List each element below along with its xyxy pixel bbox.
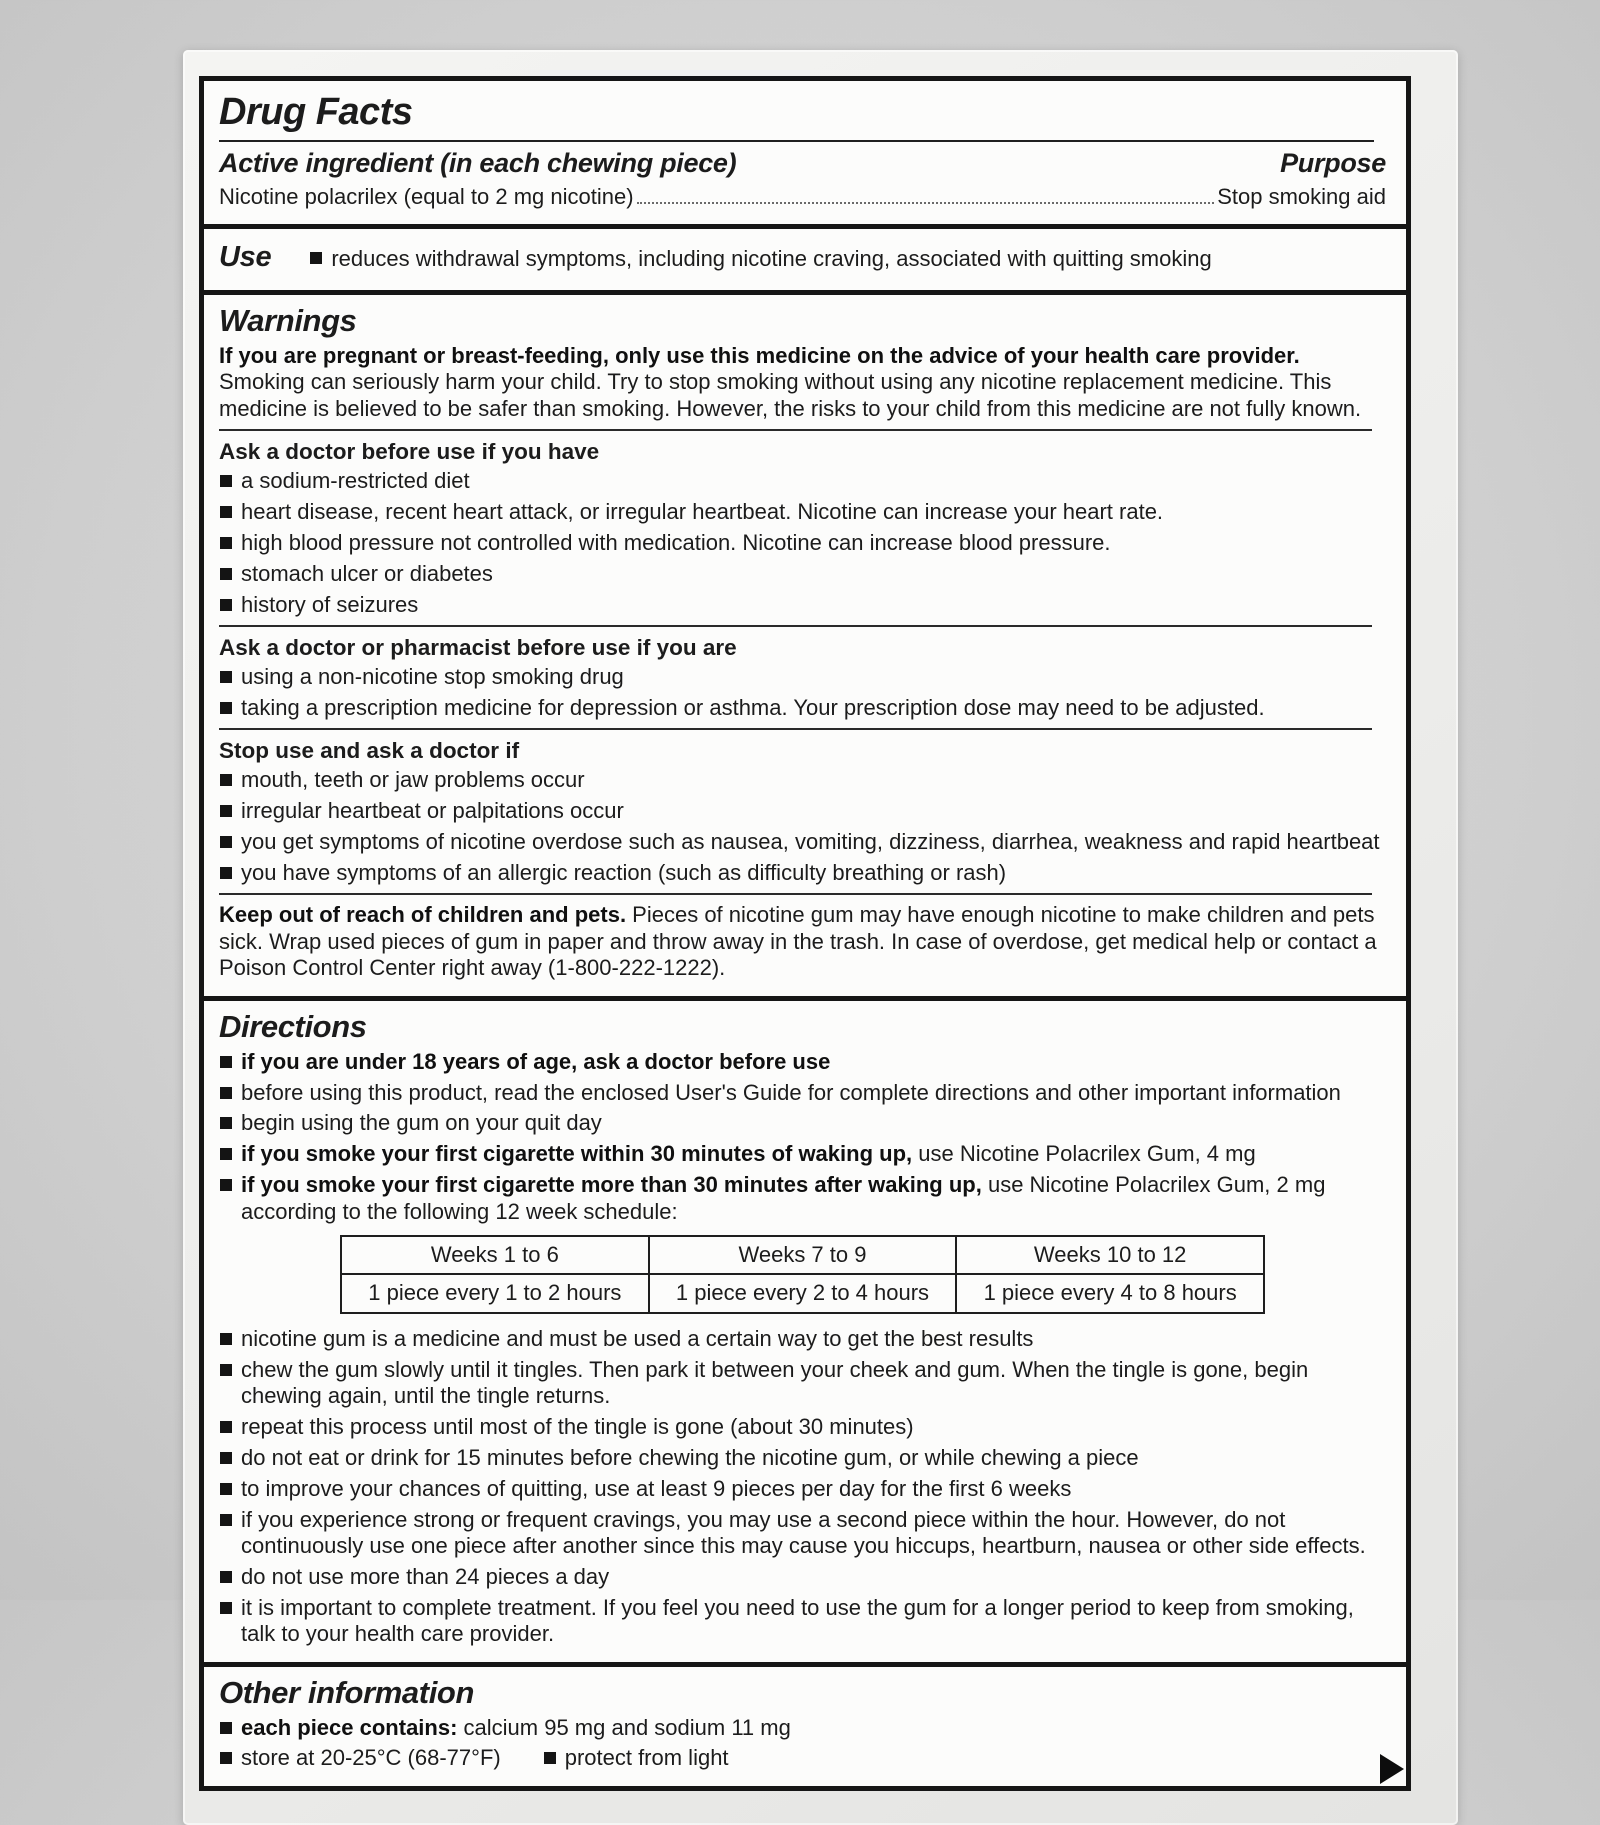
bullet-square-icon: [310, 252, 322, 264]
bullet-square-icon: [220, 1514, 232, 1526]
schedule-cell: Weeks 10 to 12: [956, 1236, 1264, 1274]
bullet-item-text: if you smoke your first cigarette more than 30 minutes after waking up, use Nicotine Polacrilex Gum, 2 mg according to the following 12 week schedule:: [241, 1172, 1326, 1224]
directions-list-after-table: [219, 1326, 1386, 1648]
bullet-item-text: high blood pressure not controlled with medication. Nicotine can increase blood pressure.: [241, 529, 1111, 555]
directions-heading: Directions: [219, 1008, 367, 1044]
bullet-item: [219, 767, 1386, 793]
bullet-item: [219, 1445, 1386, 1471]
section-directions: [204, 996, 1406, 1662]
bullet-item-text: if you are under 18 years of age, ask a doctor before use: [241, 1048, 831, 1074]
bullet-square-icon: [220, 1179, 232, 1191]
schedule-cell: Weeks 7 to 9: [649, 1236, 957, 1274]
ask-doctor-pharmacist-list: [219, 664, 1386, 721]
bullet-square-icon: [220, 774, 232, 786]
contains-bold: each piece contains:: [241, 1715, 458, 1741]
bullet-item: [219, 1141, 1386, 1167]
ask-doctor-pharmacist-heading: Ask a doctor or pharmacist before use if you are: [219, 635, 737, 661]
continue-arrow-icon: [1380, 1754, 1404, 1784]
bullet-item-text: stomach ulcer or diabetes: [241, 560, 493, 586]
warnings-heading: Warnings: [219, 303, 357, 338]
bullet-item: [219, 499, 1386, 525]
other-information-heading: Other information: [219, 1675, 474, 1711]
section-use: [204, 224, 1406, 290]
bullet-item-text: mouth, teeth or jaw problems occur: [241, 767, 585, 793]
dosing-schedule-table: [340, 1235, 1265, 1314]
bullet-item: [219, 1049, 1386, 1075]
keep-out-bold: Keep out of reach of children and pets.: [219, 902, 627, 928]
bullet-item: [219, 561, 1386, 587]
contains-text: calcium 95 mg and sodium 11 mg: [457, 1715, 791, 1741]
drug-facts-panel: [199, 76, 1411, 1791]
bullet-item: [219, 468, 1386, 494]
storage-instruction: store at 20-25°C (68-77°F): [241, 1745, 501, 1771]
title-divider: [219, 140, 1374, 142]
bullet-item-text: if you experience strong or frequent cravings, you may use a second piece within the hour. However, do not continuously use one piece after another since this may cause you hiccups, heartburn, nausea or other side effects.: [241, 1506, 1366, 1558]
use-text: reduces withdrawal symptoms, including nicotine craving, associated with quitting smoking: [331, 246, 1212, 271]
bullet-square-icon: [220, 1364, 232, 1376]
bullet-item: [219, 1357, 1386, 1410]
bullet-item: [219, 1080, 1386, 1106]
bullet-item: [219, 1326, 1386, 1352]
purpose-heading: Purpose: [1280, 148, 1386, 178]
dotted-leader: [637, 202, 1215, 204]
bullet-square-icon: [220, 1117, 232, 1129]
active-ingredient-heading: Active ingredient (in each chewing piece): [219, 148, 737, 178]
directions-list-before-table: [219, 1049, 1386, 1225]
keep-out-text: Pieces of nicotine gum may have enough nicotine to make children and pets sick. Wrap used pieces of gum in paper and throw away in the trash. In case of overdose, get medical help or contact a Poison Control Center right away (1-800-222-1222).: [219, 902, 1377, 981]
bullet-square-icon: [220, 1722, 232, 1734]
bullet-item-text: chew the gum slowly until it tingles. Then park it between your cheek and gum. When the tingle is gone, begin chewing again, until the tingle returns.: [241, 1356, 1309, 1409]
pregnancy-warning-text: Smoking can seriously harm your child. Try to stop smoking without using any nicotine replacement medicine. This medicine is believed to be safer than smoking. However, the risks to your child from this medicine are not fully known.: [219, 369, 1362, 421]
stop-use-heading: Stop use and ask a doctor if: [219, 738, 520, 764]
bullet-item-text: taking a prescription medicine for depression or asthma. Your prescription dose may need to be adjusted.: [241, 695, 1265, 721]
bullet-square-icon: [220, 1148, 232, 1160]
bullet-square-icon: [220, 836, 232, 848]
bullet-square-icon: [220, 568, 232, 580]
use-heading: Use: [219, 241, 272, 273]
bullet-square-icon: [220, 1571, 232, 1583]
bullet-item-text: repeat this process until most of the tingle is gone (about 30 minutes): [241, 1413, 914, 1439]
purpose-value: Stop smoking aid: [1217, 184, 1386, 209]
bullet-square-icon: [220, 1483, 232, 1495]
bullet-square-icon: [220, 702, 232, 714]
bullet-item-text: it is important to complete treatment. If you feel you need to use the gum for a longer period to keep from smoking, talk to your health care provider.: [241, 1594, 1354, 1647]
ask-doctor-list: [219, 468, 1386, 618]
bullet-item: [219, 860, 1386, 886]
bullet-item-text: irregular heartbeat or palpitations occur: [241, 798, 624, 824]
bullet-item: [219, 530, 1386, 556]
bullet-square-icon: [220, 537, 232, 549]
schedule-cell: 1 piece every 4 to 8 hours: [956, 1274, 1264, 1312]
bullet-square-icon: [220, 1087, 232, 1099]
drug-facts-title: Drug Facts: [219, 91, 413, 133]
bullet-item: [219, 592, 1386, 618]
warnings-divider: [219, 429, 1372, 431]
section-other-information: [204, 1662, 1406, 1786]
bullet-item-text: do not eat or drink for 15 minutes before chewing the nicotine gum, or while chewing a piece: [241, 1444, 1139, 1470]
warnings-divider: [219, 728, 1372, 730]
bullet-item: [219, 664, 1386, 690]
pregnancy-warning: [219, 343, 1386, 422]
section-header: [204, 81, 1406, 224]
bullet-item: [219, 1507, 1386, 1560]
stop-use-list: [219, 767, 1386, 886]
bullet-square-icon: [544, 1752, 556, 1764]
protect-from-light-instruction: protect from light: [564, 1745, 729, 1771]
bullet-square-icon: [220, 671, 232, 683]
bullet-item-text: you get symptoms of nicotine overdose such as nausea, vomiting, dizziness, diarrhea, weakness and rapid heartbeat: [241, 829, 1380, 855]
ask-doctor-heading: Ask a doctor before use if you have: [219, 439, 600, 465]
bullet-item-text: nicotine gum is a medicine and must be used a certain way to get the best results: [241, 1325, 1034, 1351]
warnings-divider: [219, 625, 1372, 627]
bullet-item: [219, 1414, 1386, 1440]
bullet-item: [219, 1172, 1386, 1225]
warnings-divider: [219, 893, 1372, 895]
bullet-square-icon: [220, 599, 232, 611]
bullet-item-text: history of seizures: [241, 591, 419, 617]
bullet-item: [219, 1564, 1386, 1590]
schedule-cell: 1 piece every 2 to 4 hours: [649, 1274, 957, 1312]
bullet-item-text: before using this product, read the enclosed User's Guide for complete directions and other important information: [241, 1079, 1341, 1105]
bullet-square-icon: [220, 475, 232, 487]
bullet-square-icon: [220, 1752, 232, 1764]
bullet-item-text: to improve your chances of quitting, use at least 9 pieces per day for the first 6 weeks: [241, 1475, 1072, 1501]
bullet-square-icon: [220, 506, 232, 518]
bullet-square-icon: [220, 1602, 232, 1614]
bullet-item-text: using a non-nicotine stop smoking drug: [241, 664, 624, 690]
bullet-square-icon: [220, 805, 232, 817]
bullet-item: [219, 829, 1386, 855]
bullet-square-icon: [220, 1333, 232, 1345]
bullet-item-text: a sodium-restricted diet: [241, 468, 470, 494]
bullet-item: [219, 695, 1386, 721]
bullet-square-icon: [220, 1452, 232, 1464]
pregnancy-warning-bold: If you are pregnant or breast-feeding, only use this medicine on the advice of your health care provider.: [219, 343, 1300, 368]
bullet-item: [219, 1476, 1386, 1502]
keep-out-of-reach-warning: [219, 902, 1386, 981]
bullet-item: [219, 798, 1386, 824]
bullet-item-text: you have symptoms of an allergic reaction (such as difficulty breathing or rash): [241, 860, 1007, 886]
product-box: [183, 50, 1458, 1825]
bullet-square-icon: [220, 1421, 232, 1433]
schedule-cell: 1 piece every 1 to 2 hours: [341, 1274, 649, 1312]
each-piece-contains: [241, 1715, 791, 1741]
bullet-item-text: heart disease, recent heart attack, or irregular heartbeat. Nicotine can increase your heart rate.: [241, 499, 1164, 525]
bullet-item-text: if you smoke your first cigarette within 30 minutes of waking up, use Nicotine Polacrilex Gum, 4 mg: [241, 1141, 1256, 1167]
bullet-square-icon: [220, 1056, 232, 1068]
active-ingredient-name: Nicotine polacrilex (equal to 2 mg nicotine): [219, 184, 634, 209]
bullet-item-text: begin using the gum on your quit day: [241, 1110, 602, 1136]
schedule-cell: Weeks 1 to 6: [341, 1236, 649, 1274]
section-warnings: [204, 290, 1406, 996]
bullet-item-text: do not use more than 24 pieces a day: [241, 1563, 610, 1589]
bullet-square-icon: [220, 867, 232, 879]
bullet-item: [219, 1110, 1386, 1136]
bullet-item: [219, 1595, 1386, 1648]
